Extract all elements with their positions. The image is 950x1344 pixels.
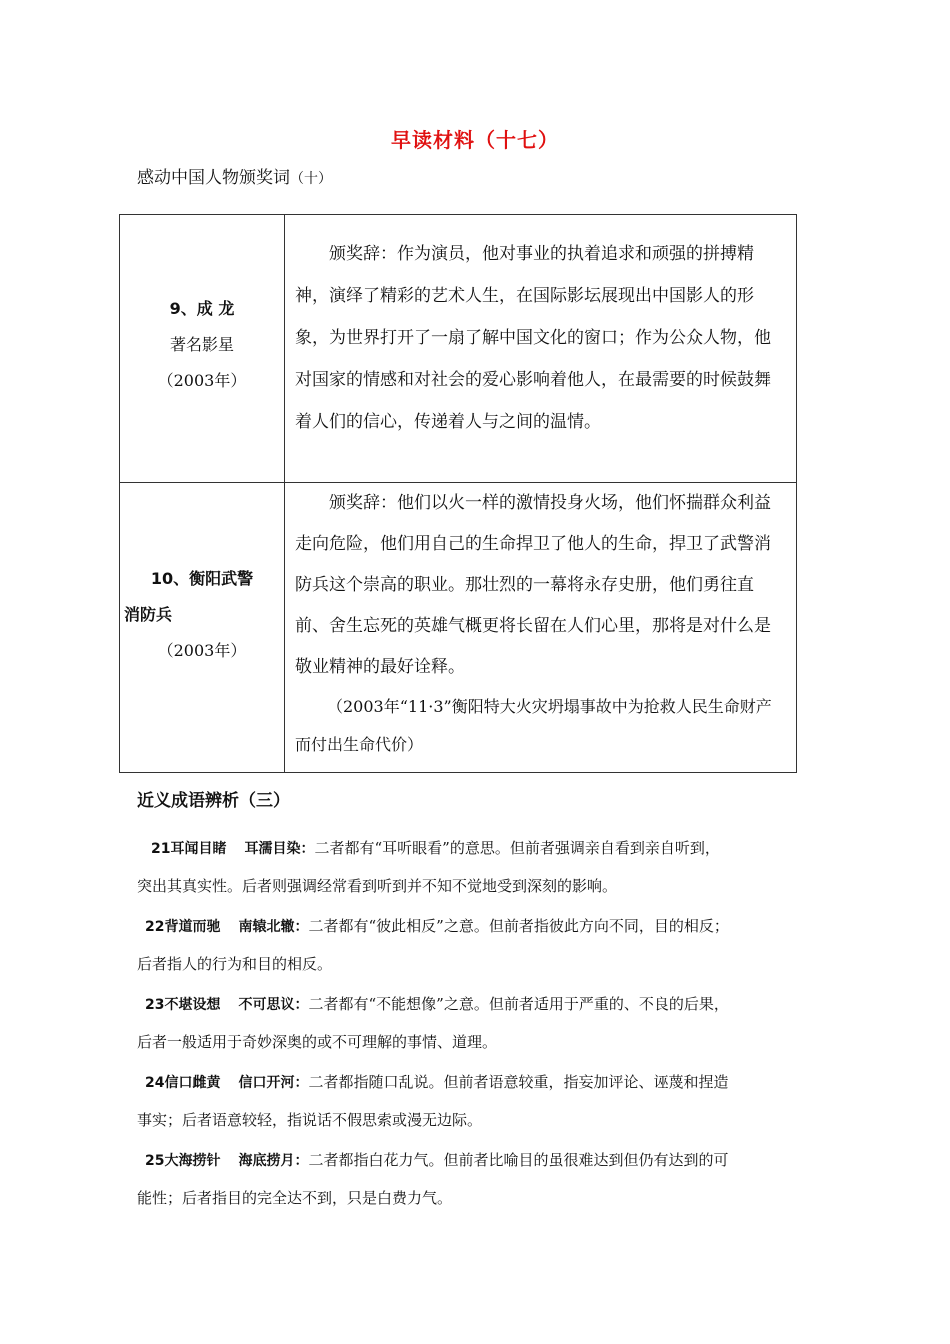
award-person-cell [120,215,285,483]
idiom-explanation: 二者都有“不能想像”之意。但前者适用于严重的、不良的后果， [308,995,729,1013]
idiom-list [137,832,827,1222]
award-person-role: 著名影星 [169,335,234,354]
award-note: （2003年“11·3”衡阳特大火灾坍塌事故中为抢救人民生命财产而付出生命代价） [295,697,772,754]
idiom-a: 信口雌黄 [164,1075,221,1091]
idiom-b: 耳濡目染： [244,841,315,857]
idiom-entry [137,910,827,986]
idiom-explanation-cont: 能性；后者指目的完全达不到，只是白费力气。 [137,1189,453,1207]
idiom-entry [137,988,827,1064]
idiom-explanation: 二者都指随口乱说。但前者语意较重，指妄加评论、诬蔑和捏造 [308,1073,729,1091]
section-heading-awards [137,163,332,188]
idiom-explanation: 二者都有“耳听眼看”的意思。但前者强调亲自看到亲自听到， [314,839,720,857]
page-title: 早读材料（十七） [391,128,559,152]
award-row [120,215,797,483]
section-heading-idioms: 近义成语辨析（三） [137,791,290,811]
idiom-explanation-cont: 事实；后者语意较轻，指说话不假思索或漫无边际。 [137,1111,483,1129]
award-table [119,214,797,773]
idiom-b: 不可思议： [238,997,309,1013]
idiom-number: 22 [145,919,165,935]
subtitle-suffix: （十） [290,171,332,187]
idiom-b: 信口开河： [238,1075,309,1091]
award-person-year: （2003年） [157,371,247,390]
idiom-explanation-cont: 突出其真实性。后者则强调经常看到听到并不知不觉地受到深刻的影响。 [137,877,618,895]
award-citation-cell [285,215,797,483]
idiom-number: 21 [151,841,171,857]
idiom-a: 背道而驰 [164,919,221,935]
award-person-name-line2: 消防兵 [124,605,173,624]
award-person-year: （2003年） [157,641,247,660]
award-person-name: 10、衡阳武警 [150,569,254,588]
award-person-name: 9、成 龙 [169,299,235,318]
award-citation-cell [285,483,797,773]
award-row [120,483,797,773]
idiom-explanation-cont: 后者一般适用于奇妙深奥的或不可理解的事情、道理。 [137,1033,498,1051]
idiom-entry [137,832,827,908]
idiom-entry [137,1066,827,1142]
idiom-number: 25 [145,1153,165,1169]
award-person-cell [120,483,285,773]
idiom-entry [137,1144,827,1220]
idiom-a: 耳闻目睹 [170,841,227,857]
idiom-number: 23 [145,997,165,1013]
idiom-number: 24 [145,1075,165,1091]
subtitle-main: 感动中国人物颁奖词 [137,168,290,188]
idiom-b: 南辕北辙： [238,919,309,935]
idiom-b: 海底捞月： [238,1153,309,1169]
idiom-a: 不堪设想 [164,997,221,1013]
award-citation: 颁奖辞：他们以火一样的激情投身火场，他们怀揣群众利益走向危险，他们用自己的生命捍卫了他人的生命，捍卫了武警消防兵这个崇高的职业。那壮烈的一幕将永存史册，他们勇往直前、舍生忘死的英雄气概更将长留在人们心里，那将是对什么是敬业精神的最好诠释。 [295,493,771,677]
idiom-explanation: 二者都有“彼此相反”之意。但前者指彼此方向不同，目的相反； [308,917,729,935]
idiom-a: 大海捞针 [164,1153,221,1169]
award-citation: 颁奖辞：作为演员，他对事业的执着追求和顽强的拼搏精神，演绎了精彩的艺术人生，在国际影坛展现出中国影人的形象，为世界打开了一扇了解中国文化的窗口；作为公众人物，他对国家的情感和对社会的爱心影响着他人，在最需要的时候鼓舞着人们的信心，传递着人与之间的温情。 [295,244,771,432]
idiom-explanation: 二者都指白花力气。但前者比喻目的虽很难达到但仍有达到的可 [308,1151,729,1169]
idiom-explanation-cont: 后者指人的行为和目的相反。 [137,955,333,973]
